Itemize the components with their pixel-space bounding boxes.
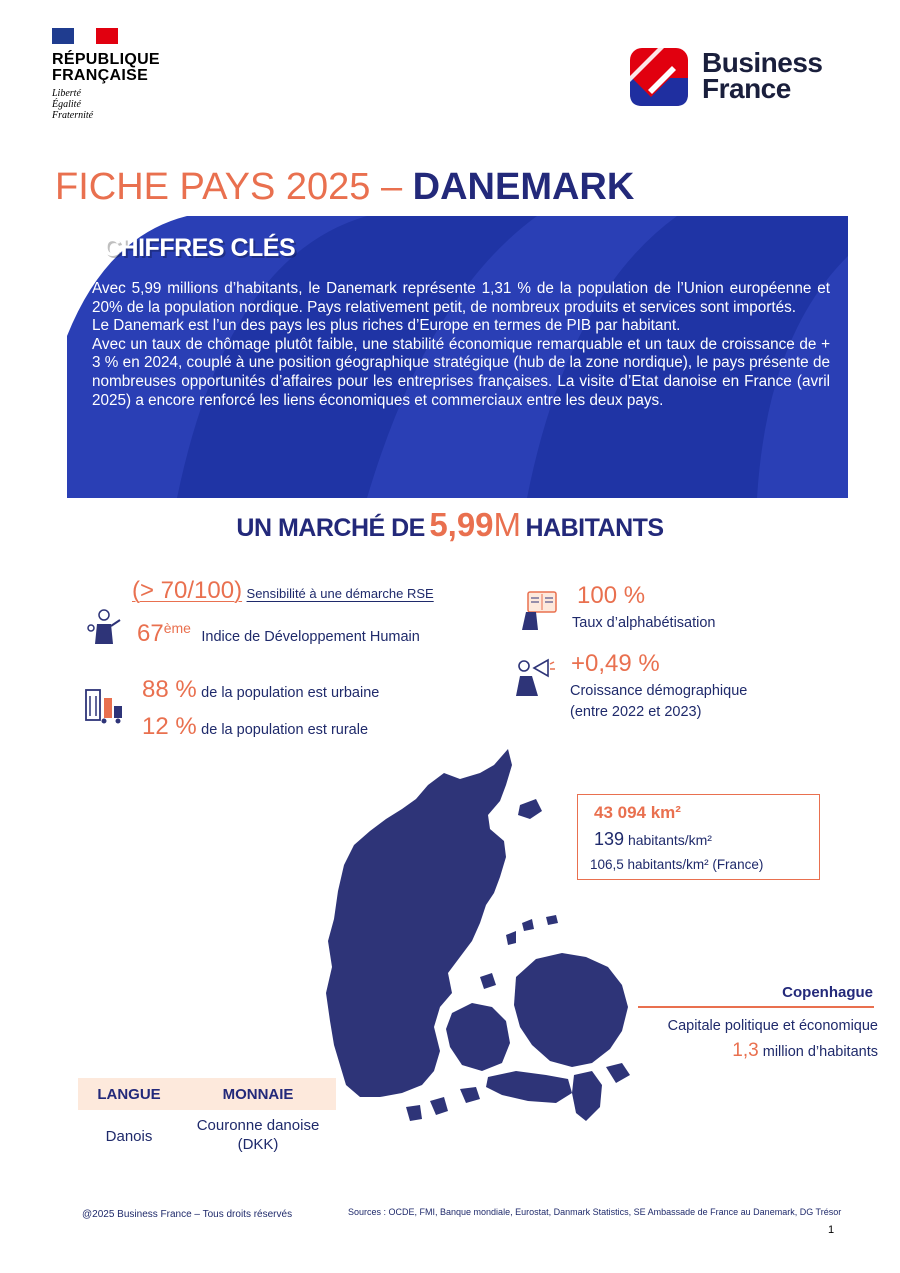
capital-population: 1,3 million d’habitants [732,1040,878,1061]
capital-name: Copenhague [782,984,873,1001]
person-presenting-icon [84,606,124,646]
key-figures-heading: CHIFFRES CLÉS [103,234,296,262]
france-density: 106,5 habitants/km² (France) [590,857,764,872]
capital-description: Capitale politique et économique [667,1018,878,1034]
currency-value: Couronne danoise (DKK) [196,1117,320,1153]
business-france-mark-icon [628,46,690,108]
rse-stat: (> 70/100) Sensibilité à une démarche RSE [132,577,434,604]
business-france-wordmark: Business France [702,47,823,104]
rf-motto: Liberté Égalité Fraternité [52,88,94,121]
capital-pointer-line [638,1006,874,1008]
growth-value: +0,49 % [571,650,660,677]
rf-title: RÉPUBLIQUE FRANÇAISE [52,51,160,84]
area-value: 43 094 km² [594,803,681,822]
literacy-label: Taux d’alphabétisation [572,615,716,631]
density: 139 habitants/km² [594,829,712,849]
copyright: @2025 Business France – Tous droits réservés [82,1209,293,1220]
currency-header: MONNAIE [222,1085,294,1103]
megaphone-person-icon [512,656,556,698]
city-buildings-icon [84,688,124,724]
business-france-logo [628,46,848,110]
language-currency-header [78,1078,336,1110]
republique-francaise-logo [52,28,222,121]
key-figures-text: Avec 5,99 millions d’habitants, le Danemark représente 1,31 % de la population de l’Union européenne et 20% de la population nordique. Pays relativement petit, de nombreux produits et services sont importés. Le Danemark est l’un des pays les plus riches d’Europe en termes de PIB par habitant. Avec un taux de chômage plutôt faible, une stabilité économique remarquable et un taux de croissance de + 3 % en 2024, couplé à une position géographique stratégique (hub de la zone nordique), le pays présente de nombreuses opportunités d’affaires pour les entreprises françaises. La visite d’Etat danoise en France (avril 2025) a encore renforcé les liens économiques et commerciaux entre les deux pays. [92,280,830,409]
page-title: FICHE PAYS 2025 – DANEMARK [55,166,635,208]
idh-stat: 67ème Indice de Développement Humain [137,620,420,647]
key-figures-box [67,216,848,498]
urban-stat: 88 % de la population est urbaine [142,676,380,703]
area-info-box [577,794,820,880]
reading-person-icon [518,590,564,632]
literacy-value: 100 % [577,582,646,609]
language-header: LANGUE [97,1085,161,1103]
growth-label-1: Croissance démographique [570,683,748,699]
rural-stat: 12 % de la population est rurale [142,713,369,740]
market-heading: UN MARCHÉ DE 5,99M HABITANTS [236,506,664,543]
page-number: 1 [828,1224,835,1236]
rf-flag-icon [52,28,118,44]
language-value: Danois [105,1128,153,1145]
sources: Sources : OCDE, FMI, Banque mondiale, Eurostat, Danmark Statistics, SE Ambassade de France au Danemark, DG Trésor [348,1207,842,1217]
growth-label-2: (entre 2022 et 2023) [570,704,702,720]
